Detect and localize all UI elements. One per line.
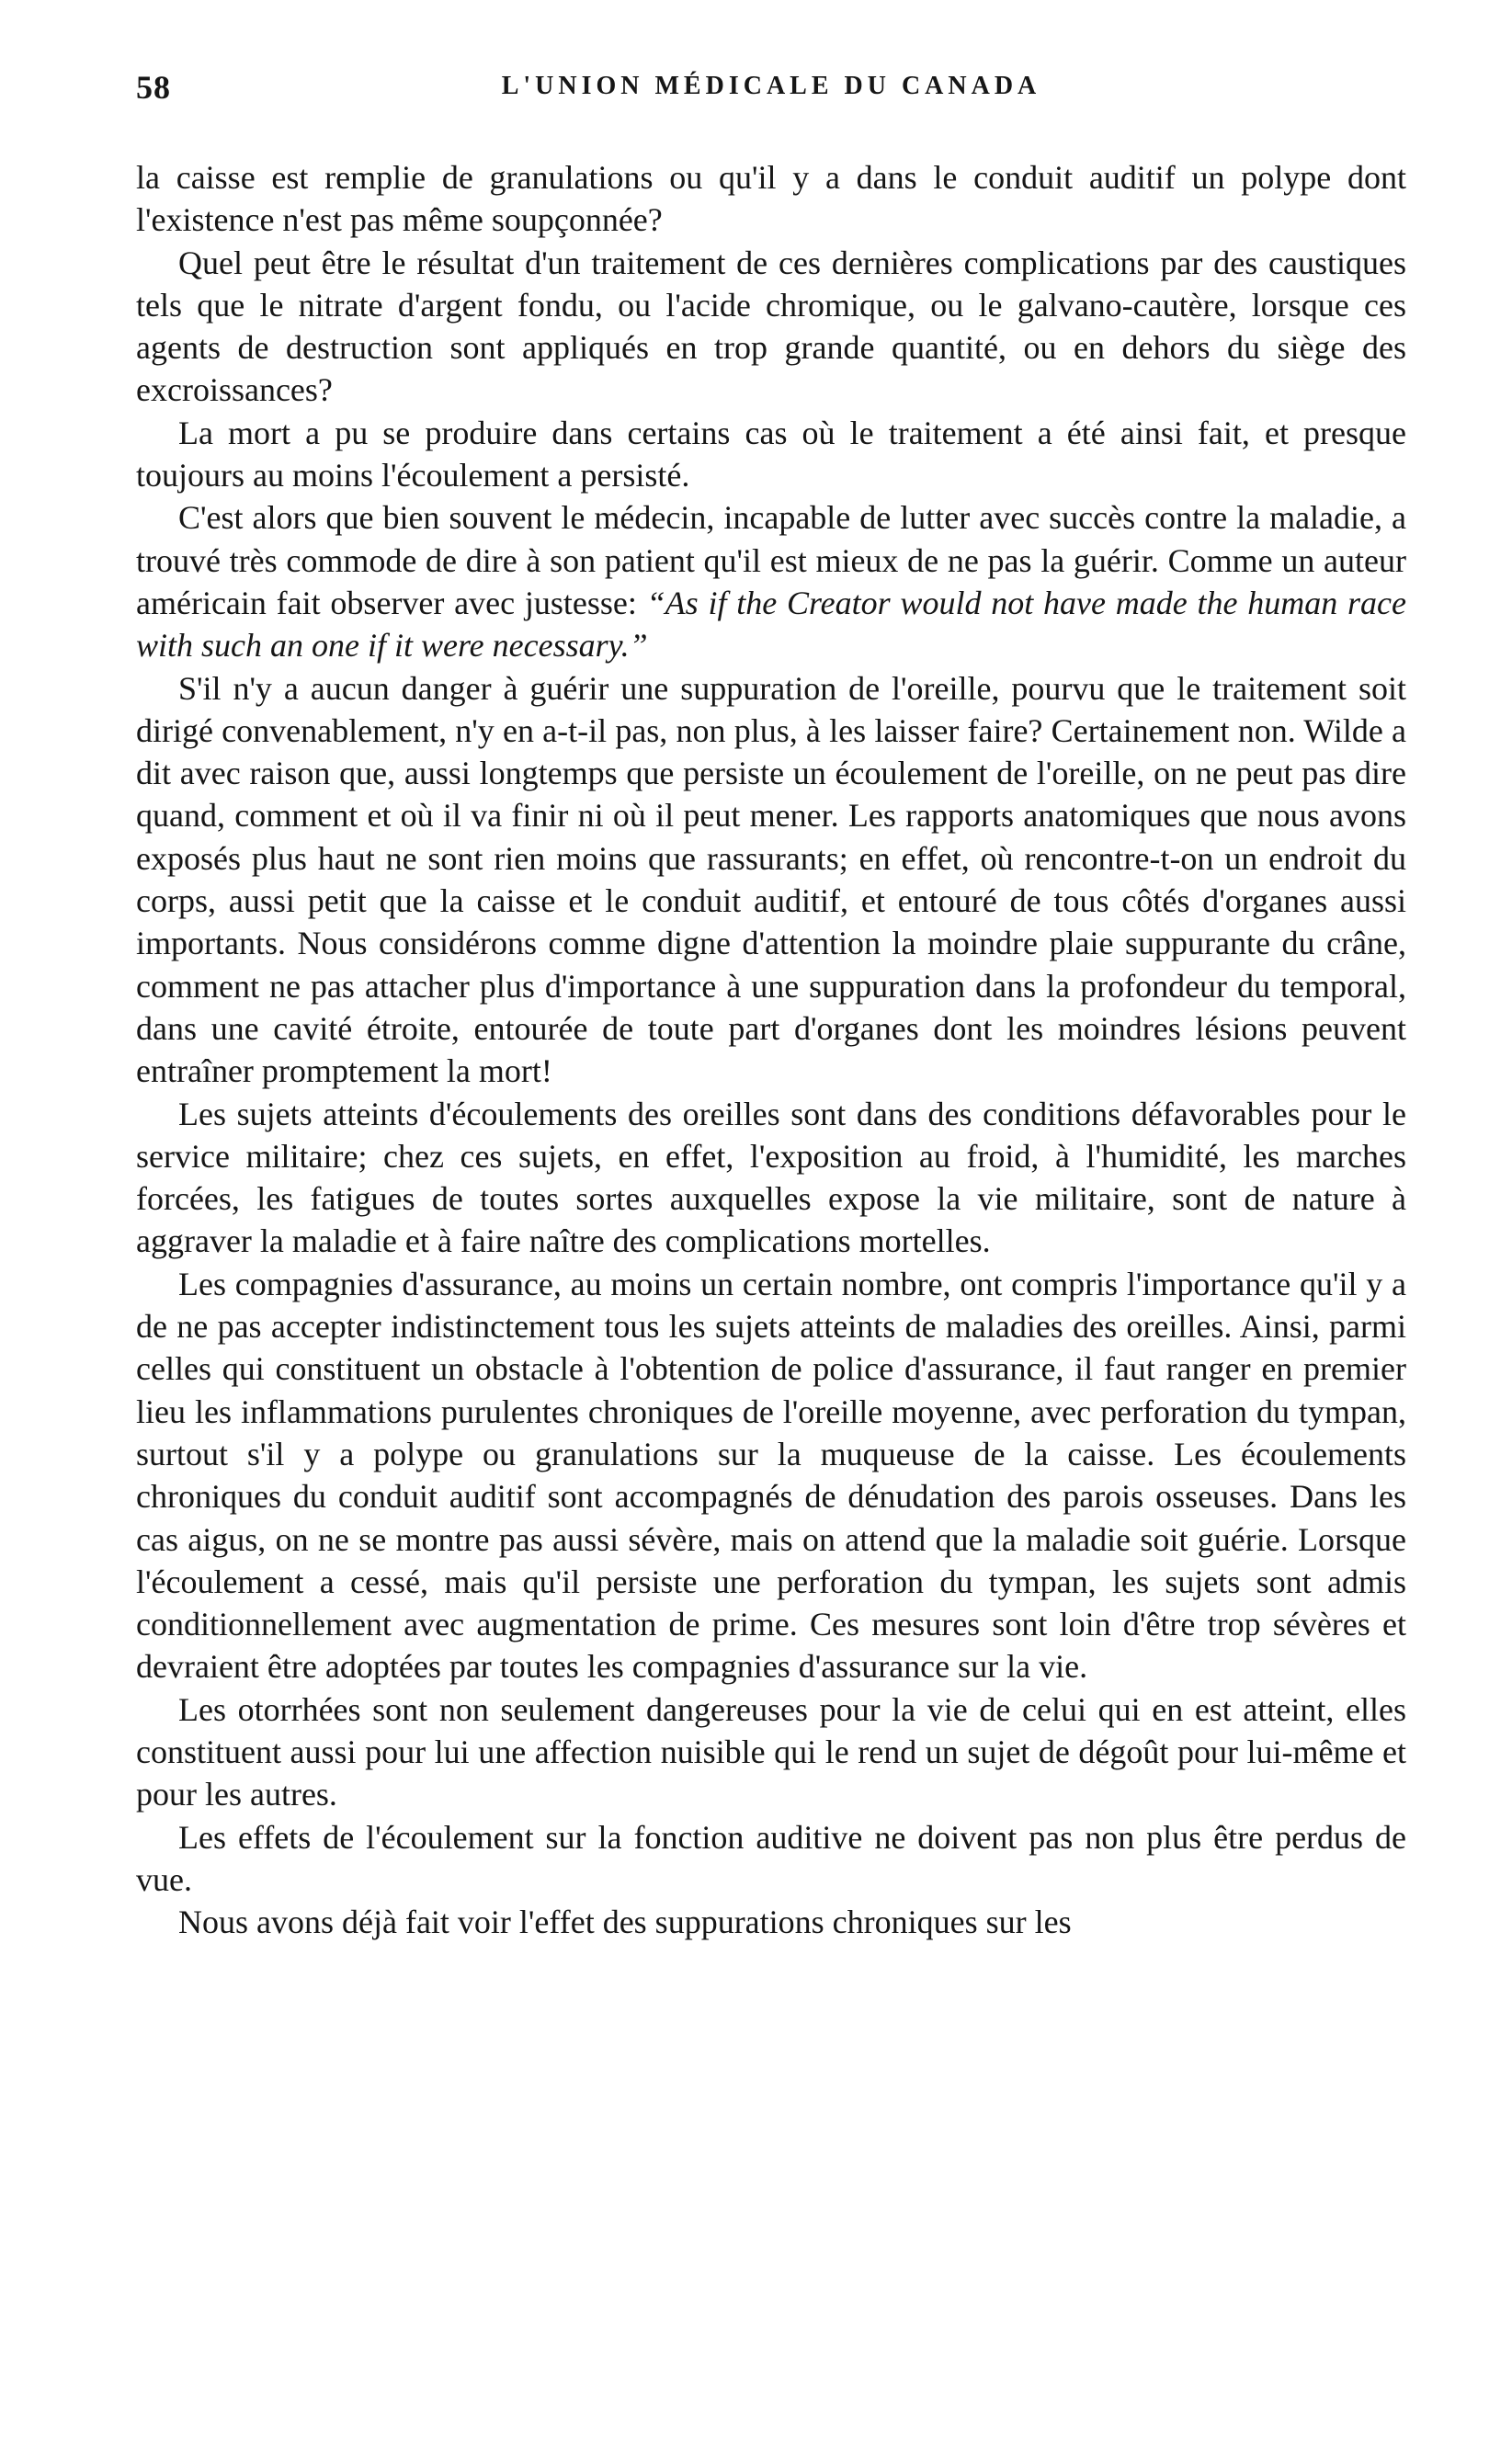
paragraph-text: C'est alors que bien souvent le médecin, incapable de lutter avec succès contre la maladie, a trouvé très commode de dire à son patient qu'il est mieux de ne pas la guérir. Comme un auteur américain fait observer avec justesse:: [136, 499, 1406, 621]
paragraph: Nous avons déjà fait voir l'effet des suppurations chroniques sur les: [178, 1904, 1072, 1941]
paragraph: la caisse est remplie de granulations ou qu'il y a dans le conduit auditif un polype dont l'existence n'est pas même soupçonnée?: [136, 159, 1406, 239]
english-quotation: “As if the Creator would not have made the human race with such an one if it were necessary.”: [136, 584, 1406, 665]
paragraph: Les effets de l'écoulement sur la fonction auditive ne doivent pas non plus être perdus de vue.: [136, 1818, 1406, 1898]
page-number: 58: [136, 69, 171, 106]
paragraph: Les otorrhées sont non seulement dangereuses pour la vie de celui qui en est atteint, elles constituent aussi pour lui une affection nuisible qui le rend un sujet de dégoût pour lui-même et pour les autres.: [136, 1690, 1406, 1813]
paragraph: Les sujets atteints d'écoulements des oreilles sont dans des conditions défavorables pour le service militaire; chez ces sujets, en effet, l'exposition au froid, à l'humidité, les marches forcées, les fatigues de toutes sortes auxquelles expose la vie militaire, sont de nature à aggraver la maladie et à faire naître des complications mortelles.: [136, 1095, 1406, 1260]
page-header: [136, 68, 1406, 123]
document-page: [136, 68, 1406, 1943]
body-text: [136, 156, 1406, 1943]
paragraph: La mort a pu se produire dans certains cas où le traitement a été ainsi fait, et presque toujours au moins l'écoulement a persisté.: [136, 414, 1406, 494]
paragraph: S'il n'y a aucun danger à guérir une suppuration de l'oreille, pourvu que le traitement soit dirigé convenablement, n'y en a-t-il pas, non plus, à les laisser faire? Certainement non. Wilde a dit avec raison que, aussi longtemps que persiste un écoulement de l'oreille, on ne peut pas dire quand, comment et où il va finir ni où il peut mener. Les rapports anatomiques que nous avons exposés plus haut ne sont rien moins que rassurants; en effet, où rencontre-t-on un endroit du corps, aussi petit que la caisse et le conduit auditif, et entouré de tous côtés d'organes aussi importants. Nous considérons comme digne d'attention la moindre plaie suppurante du crâne, comment ne pas attacher plus d'importance à une suppuration dans la profondeur du temporal, dans une cavité étroite, entourée de toute part d'organes dont les moindres lésions peuvent entraîner promptement la mort!: [136, 669, 1406, 1090]
paragraph: Quel peut être le résultat d'un traitement de ces dernières complications par des caustiques tels que le nitrate d'argent fondu, ou l'acide chromique, ou le galvano-cautère, lorsque ces agents de destruction sont appliqués en trop grande quantité, ou en dehors du siège des excroissances?: [136, 244, 1406, 409]
paragraph: Les compagnies d'assurance, au moins un certain nombre, ont compris l'importance qu'il y a de ne pas accepter indistinctement tous les sujets atteints de maladies des oreilles. Ainsi, parmi celles qui constituent un obstacle à l'obtention de police d'assurance, il faut ranger en premier lieu les inflammations purulentes chroniques de l'oreille moyenne, avec perforation du tympan, surtout s'il y a polype ou granulations sur la muqueuse de la caisse. Les écoulements chroniques du conduit auditif sont accompagnés de dénudation des parois osseuses. Dans les cas aigus, on ne se montre pas aussi sévère, mais on attend que la maladie soit guérie. Lorsque l'écoulement a cessé, mais qu'il persiste une perforation du tympan, les sujets sont admis conditionnellement avec augmentation de prime. Ces mesures sont loin d'être trop sévères et devraient être adoptées par toutes les compagnies d'assurance sur la vie.: [136, 1265, 1406, 1686]
paragraph: [136, 496, 1406, 666]
running-title: L'UNION MÉDICALE DU CANADA: [501, 72, 1041, 100]
